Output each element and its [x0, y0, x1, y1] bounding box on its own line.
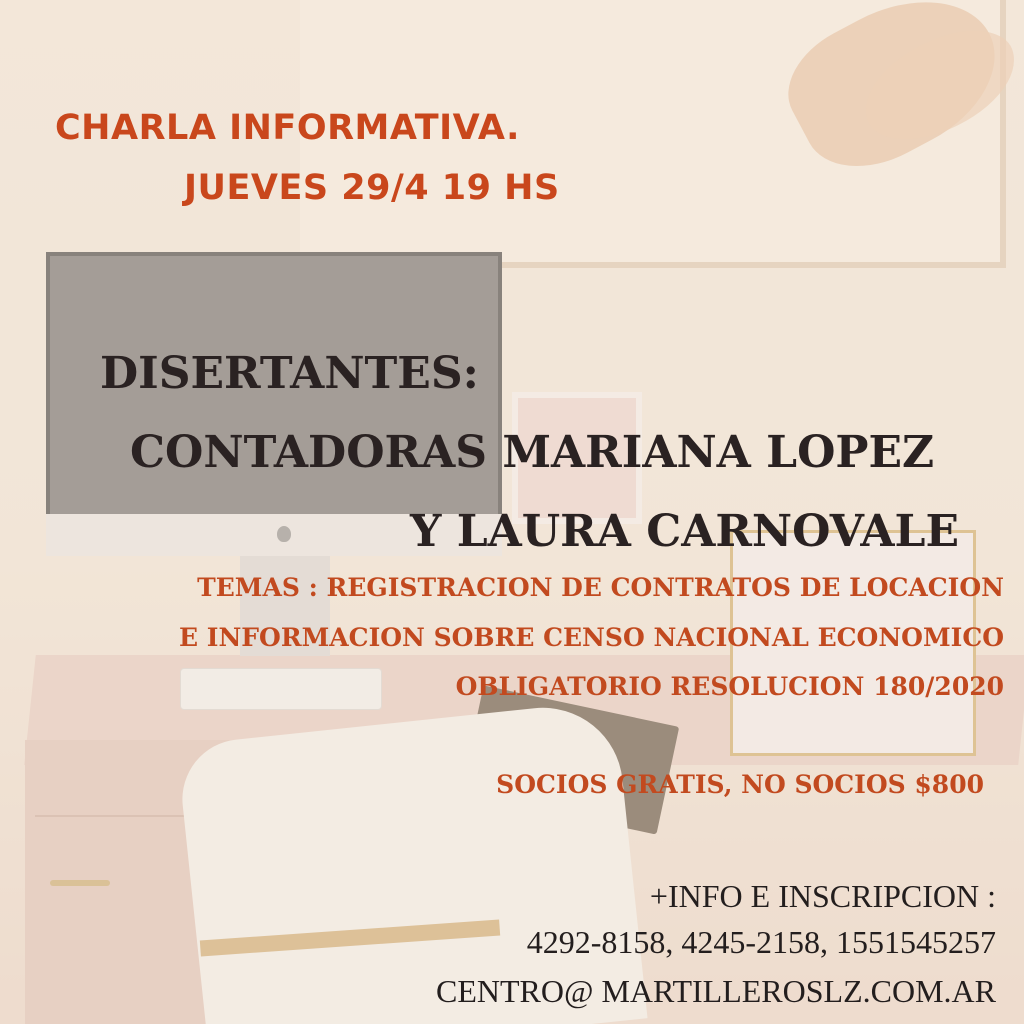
event-title: CHARLA INFORMATIVA.	[55, 108, 520, 148]
contact-email: CENTRO@ MARTILLEROSLZ.COM.AR	[436, 973, 996, 1009]
speakers-heading: DISERTANTES:	[100, 348, 479, 399]
event-datetime: JUEVES 29/4 19 HS	[184, 168, 560, 208]
topics-line-1: TEMAS : REGISTRACION DE CONTRATOS DE LOCACION	[197, 573, 1004, 602]
speakers-line-2: Y LAURA CARNOVALE	[410, 506, 960, 557]
speakers-line-1: CONTADORAS MARIANA LOPEZ	[130, 427, 935, 478]
topics-line-3: OBLIGATORIO RESOLUCION 180/2020	[455, 672, 1004, 701]
pricing-info: SOCIOS GRATIS, NO SOCIOS $800	[496, 770, 984, 799]
contact-phones: 4292-8158, 4245-2158, 1551545257	[526, 924, 996, 960]
topics-line-2: E INFORMACION SOBRE CENSO NACIONAL ECONOMICO	[179, 623, 1004, 652]
contact-heading: +INFO E INSCRIPCION :	[649, 878, 996, 914]
